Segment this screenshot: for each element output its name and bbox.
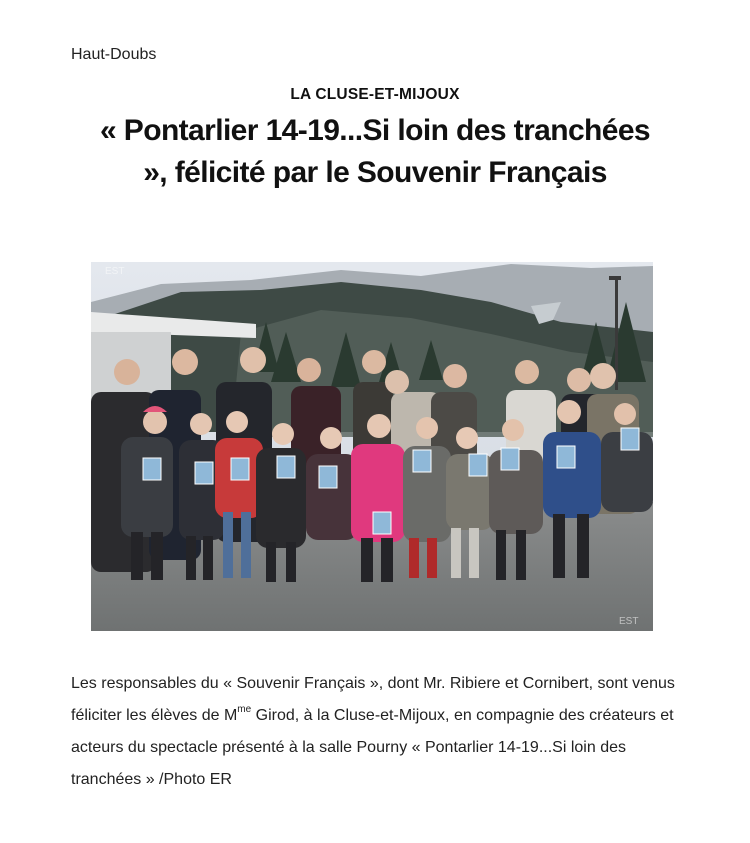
caption-superscript: me [237, 703, 252, 715]
kicker: LA CLUSE-ET-MIJOUX [290, 86, 460, 103]
caption-part2: Girod, à la Cluse-et-Mijoux, en compagnie des créateurs et acteurs du spectacle présenté à la salle Pourny « Pontarlier 14-19...Si loin des tranchées » /Photo ER [71, 707, 674, 788]
photo-watermark-bottom: EST [619, 616, 639, 627]
photo-caption [71, 668, 683, 796]
article-photo [91, 262, 653, 631]
headline: « Pontarlier 14-19...Si loin des tranchées », félicité par le Souvenir Français [99, 114, 651, 189]
photo-watermark-top: EST [105, 266, 125, 277]
section-label: Haut-Doubs [71, 46, 157, 63]
caption-part1: Les responsables du « Souvenir Français », dont Mr. Ribiere et Cornibert, sont venus féliciter les élèves de M [71, 675, 675, 724]
